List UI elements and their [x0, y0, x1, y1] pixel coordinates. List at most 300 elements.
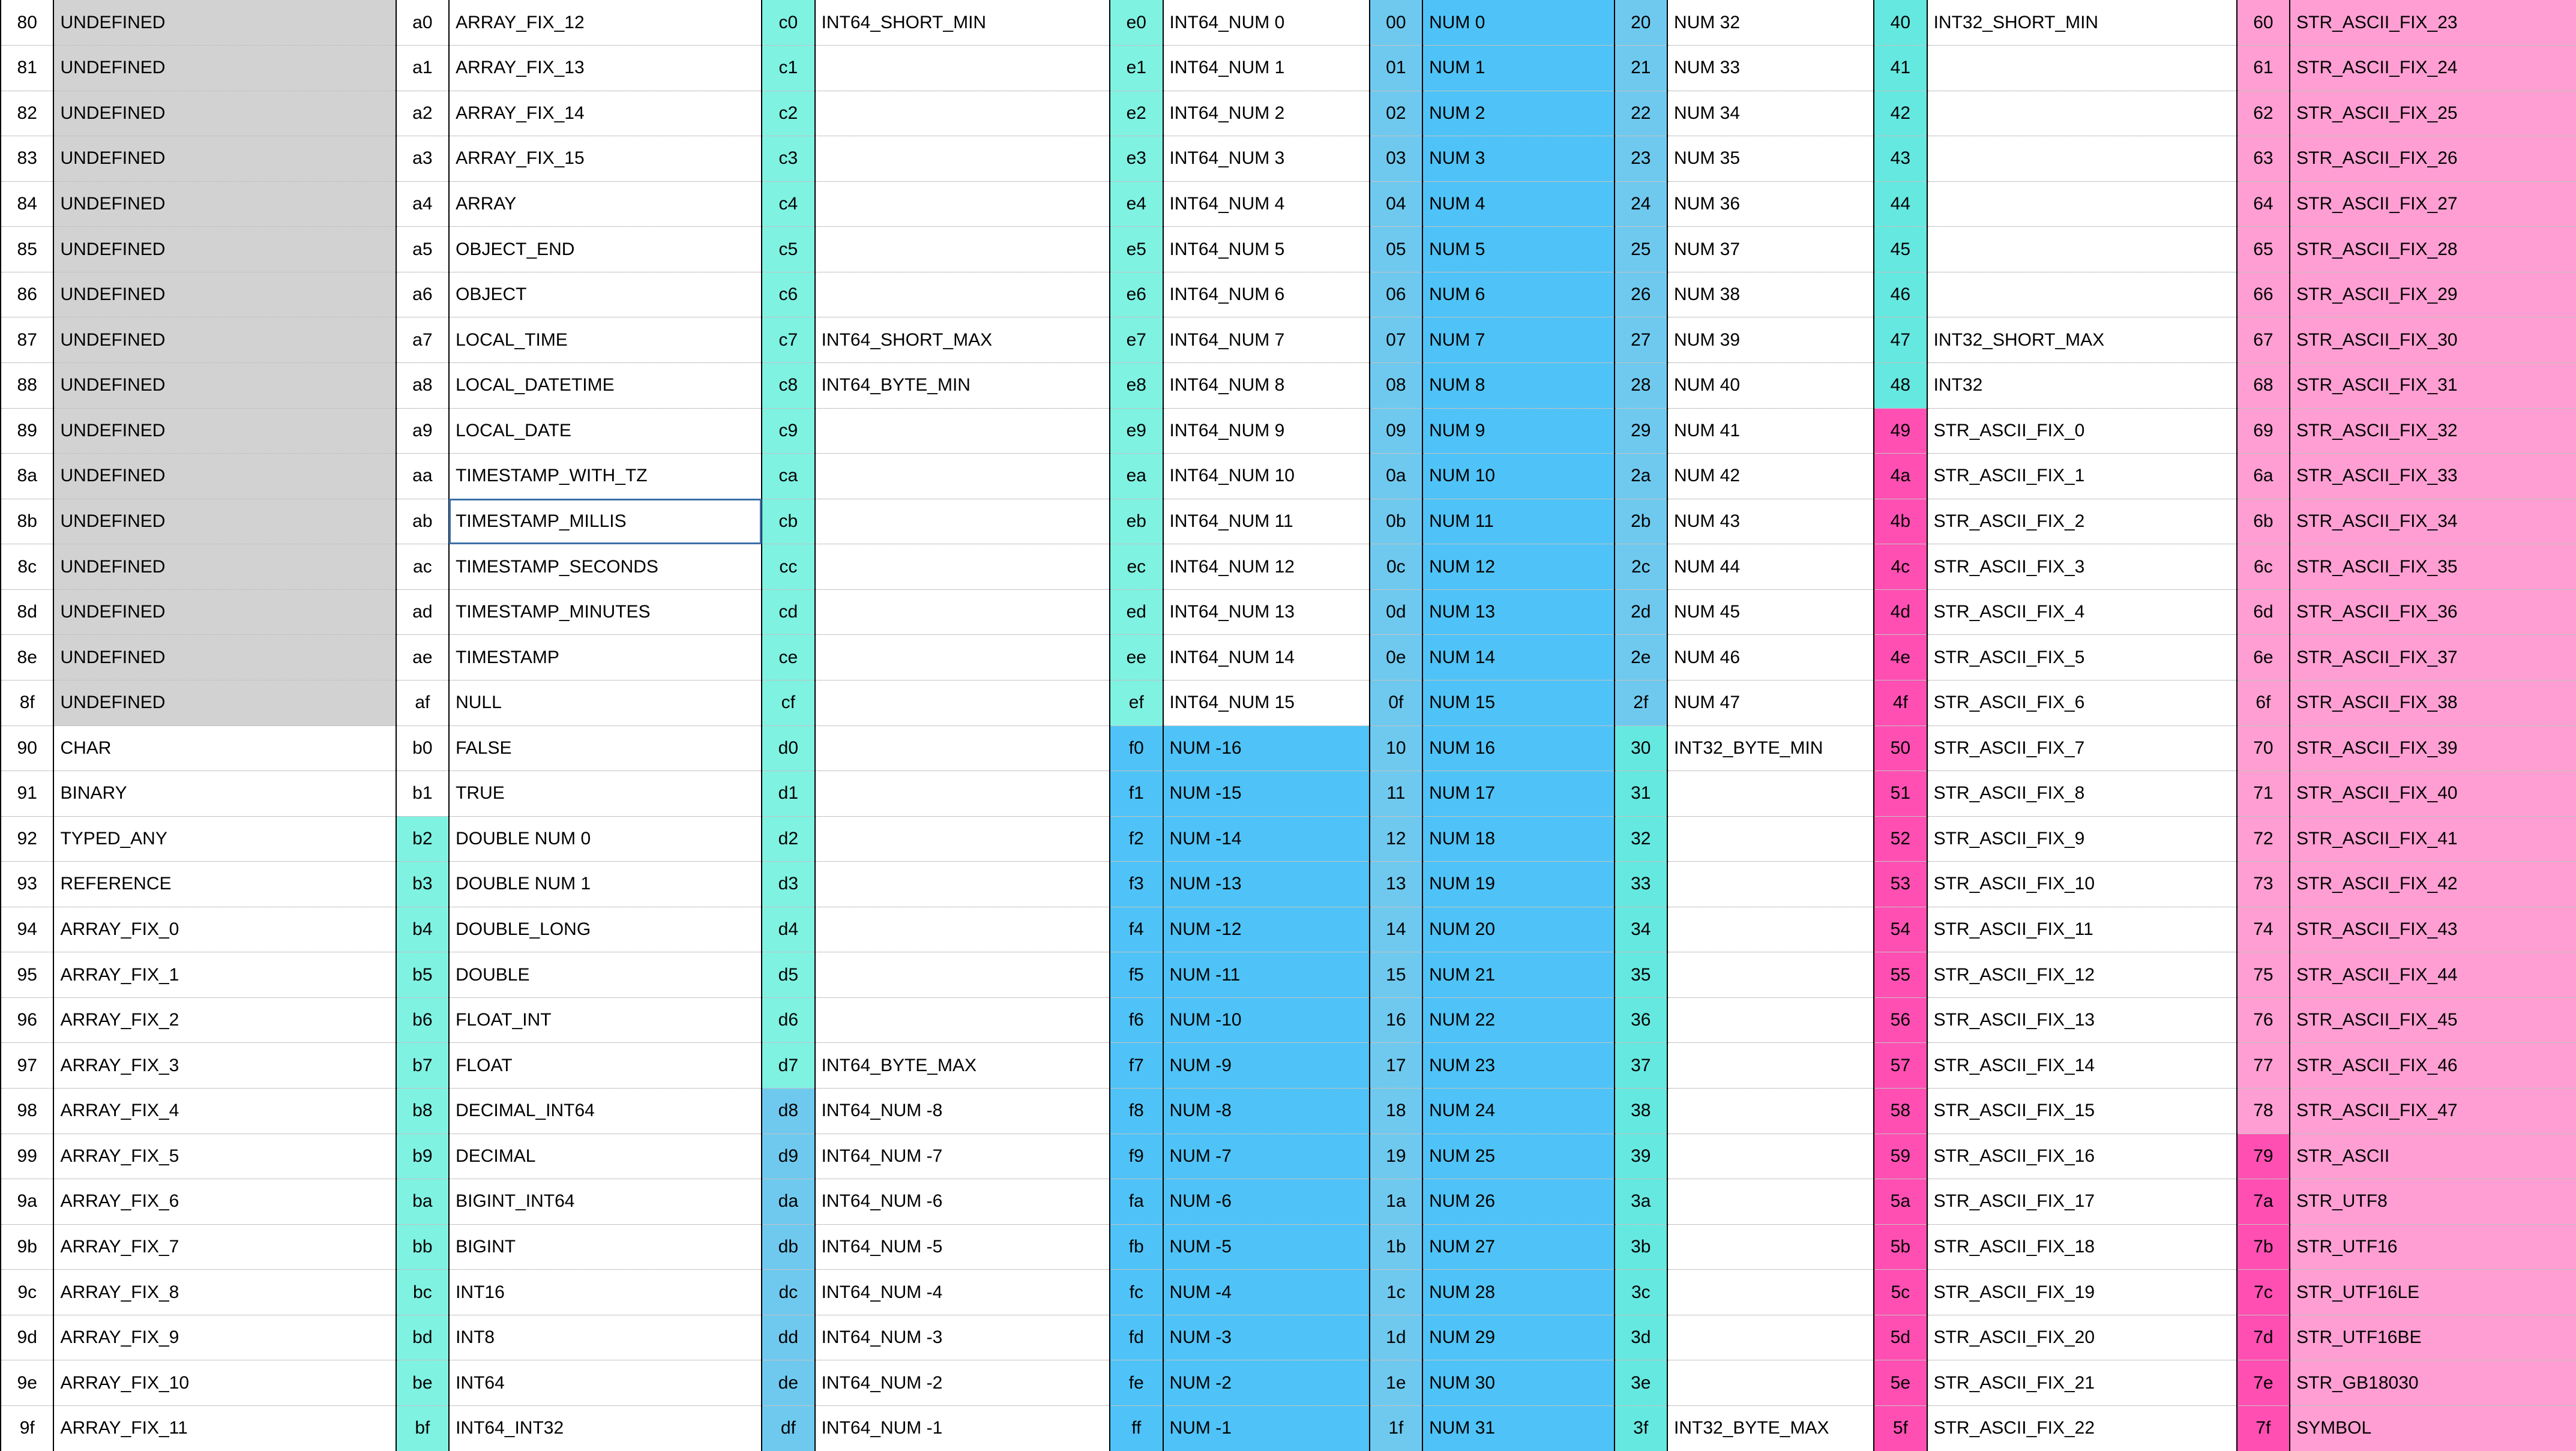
type-code-cell[interactable]: 27 [1615, 317, 1667, 363]
type-name-cell[interactable]: NUM 45 [1667, 589, 1874, 635]
type-code-cell[interactable]: bb [396, 1224, 449, 1270]
type-code-cell[interactable]: af [396, 680, 449, 725]
type-code-cell[interactable]: e2 [1110, 91, 1163, 136]
type-name-cell[interactable]: CHAR [53, 725, 396, 771]
type-code-cell[interactable]: 44 [1874, 181, 1927, 227]
type-code-cell[interactable]: b6 [396, 997, 449, 1043]
type-code-cell[interactable]: e0 [1110, 0, 1163, 46]
type-name-cell[interactable]: LOCAL_DATE [449, 408, 762, 454]
type-name-cell[interactable]: SYMBOL [2290, 1405, 2576, 1451]
type-code-cell[interactable]: ad [396, 589, 449, 635]
type-name-cell[interactable] [1667, 952, 1874, 998]
type-name-cell[interactable]: NUM 32 [1667, 0, 1874, 46]
type-name-cell[interactable]: STR_ASCII_FIX_16 [1927, 1134, 2237, 1179]
type-code-cell[interactable]: 4b [1874, 499, 1927, 544]
type-name-cell[interactable]: INT32_SHORT_MAX [1927, 317, 2237, 363]
type-name-cell[interactable]: UNDEFINED [53, 635, 396, 680]
type-name-cell[interactable]: ARRAY_FIX_0 [53, 907, 396, 952]
type-name-cell[interactable]: STR_ASCII_FIX_17 [1927, 1179, 2237, 1225]
type-code-cell[interactable]: a6 [396, 272, 449, 317]
type-name-cell[interactable]: UNDEFINED [53, 499, 396, 544]
type-name-cell[interactable]: STR_ASCII_FIX_44 [2290, 952, 2576, 998]
type-code-cell[interactable]: 86 [1, 272, 53, 317]
type-code-cell[interactable]: f2 [1110, 816, 1163, 862]
type-name-cell[interactable]: NUM -13 [1163, 862, 1370, 907]
type-code-cell[interactable]: 8d [1, 589, 53, 635]
type-name-cell[interactable]: NUM 10 [1422, 454, 1614, 499]
type-name-cell[interactable]: STR_UTF16BE [2290, 1315, 2576, 1360]
type-code-cell[interactable]: 48 [1874, 363, 1927, 409]
type-code-cell[interactable]: cb [762, 499, 814, 544]
type-code-cell[interactable]: 40 [1874, 0, 1927, 46]
type-code-cell[interactable]: fb [1110, 1224, 1163, 1270]
type-code-cell[interactable]: 84 [1, 181, 53, 227]
type-name-cell[interactable] [1667, 1315, 1874, 1360]
type-code-cell[interactable]: c3 [762, 136, 814, 182]
type-name-cell[interactable]: INT64_NUM -3 [815, 1315, 1110, 1360]
type-name-cell[interactable]: INT64_BYTE_MIN [815, 363, 1110, 409]
type-code-cell[interactable]: 45 [1874, 227, 1927, 272]
type-code-cell[interactable]: d5 [762, 952, 814, 998]
type-name-cell[interactable]: NUM -2 [1163, 1360, 1370, 1406]
type-code-cell[interactable]: 32 [1615, 816, 1667, 862]
type-code-cell[interactable]: 03 [1370, 136, 1422, 182]
type-name-cell[interactable]: STR_ASCII_FIX_26 [2290, 136, 2576, 182]
type-name-cell[interactable]: STR_ASCII_FIX_41 [2290, 816, 2576, 862]
type-name-cell[interactable]: NUM 38 [1667, 272, 1874, 317]
type-name-cell[interactable]: NUM 6 [1422, 272, 1614, 317]
type-code-cell[interactable]: 35 [1615, 952, 1667, 998]
type-name-cell[interactable]: UNDEFINED [53, 454, 396, 499]
type-code-cell[interactable]: 00 [1370, 0, 1422, 46]
type-code-cell[interactable]: 8e [1, 635, 53, 680]
type-name-cell[interactable] [1667, 1360, 1874, 1406]
type-name-cell[interactable] [1927, 181, 2237, 227]
type-code-cell[interactable]: 9c [1, 1270, 53, 1315]
type-name-cell[interactable]: INT64_NUM 12 [1163, 544, 1370, 590]
type-name-cell[interactable]: STR_ASCII_FIX_31 [2290, 363, 2576, 409]
type-name-cell[interactable]: TRUE [449, 771, 762, 817]
type-name-cell[interactable]: STR_ASCII_FIX_3 [1927, 544, 2237, 590]
type-name-cell[interactable]: NUM 31 [1422, 1405, 1614, 1451]
type-code-cell[interactable]: ca [762, 454, 814, 499]
type-code-cell[interactable]: 28 [1615, 363, 1667, 409]
type-name-cell[interactable] [1667, 816, 1874, 862]
type-code-cell[interactable]: 1c [1370, 1270, 1422, 1315]
type-name-cell[interactable]: INT64_BYTE_MAX [815, 1043, 1110, 1089]
type-code-cell[interactable]: 70 [2237, 725, 2290, 771]
type-code-cell[interactable]: 20 [1615, 0, 1667, 46]
type-name-cell[interactable]: INT32_BYTE_MAX [1667, 1405, 1874, 1451]
type-name-cell[interactable]: UNDEFINED [53, 317, 396, 363]
type-name-cell[interactable]: INT64_NUM 3 [1163, 136, 1370, 182]
type-name-cell[interactable]: INT64_SHORT_MAX [815, 317, 1110, 363]
type-name-cell[interactable] [1667, 1043, 1874, 1089]
type-name-cell[interactable] [1667, 862, 1874, 907]
type-code-cell[interactable]: 8c [1, 544, 53, 590]
type-code-cell[interactable]: 74 [2237, 907, 2290, 952]
type-code-cell[interactable]: 75 [2237, 952, 2290, 998]
type-code-cell[interactable]: 79 [2237, 1134, 2290, 1179]
type-name-cell[interactable]: STR_ASCII_FIX_4 [1927, 589, 2237, 635]
type-code-cell[interactable]: 7b [2237, 1224, 2290, 1270]
type-name-cell[interactable]: INT64_NUM -1 [815, 1405, 1110, 1451]
type-code-cell[interactable]: 2b [1615, 499, 1667, 544]
type-name-cell[interactable]: NUM 7 [1422, 317, 1614, 363]
type-name-cell[interactable]: ARRAY_FIX_7 [53, 1224, 396, 1270]
type-name-cell[interactable]: STR_ASCII_FIX_30 [2290, 317, 2576, 363]
type-name-cell[interactable]: TYPED_ANY [53, 816, 396, 862]
type-code-cell[interactable]: 56 [1874, 997, 1927, 1043]
type-code-cell[interactable]: 89 [1, 408, 53, 454]
type-name-cell[interactable]: STR_ASCII_FIX_28 [2290, 227, 2576, 272]
type-code-cell[interactable]: 9a [1, 1179, 53, 1225]
type-name-cell[interactable] [815, 635, 1110, 680]
type-name-cell[interactable]: NUM -8 [1163, 1089, 1370, 1134]
type-name-cell[interactable]: UNDEFINED [53, 680, 396, 725]
type-code-cell[interactable]: ef [1110, 680, 1163, 725]
type-name-cell[interactable]: NUM 34 [1667, 91, 1874, 136]
type-name-cell[interactable]: BIGINT [449, 1224, 762, 1270]
type-code-cell[interactable]: 23 [1615, 136, 1667, 182]
type-name-cell[interactable]: NUM 33 [1667, 46, 1874, 91]
type-code-cell[interactable]: 60 [2237, 0, 2290, 46]
type-name-cell[interactable]: STR_ASCII_FIX_22 [1927, 1405, 2237, 1451]
type-name-cell[interactable]: DECIMAL [449, 1134, 762, 1179]
type-code-cell[interactable]: 7d [2237, 1315, 2290, 1360]
type-name-cell[interactable]: INT64_NUM 7 [1163, 317, 1370, 363]
type-code-cell[interactable]: 4a [1874, 454, 1927, 499]
type-name-cell[interactable]: ARRAY_FIX_15 [449, 136, 762, 182]
type-name-cell[interactable]: INT32_SHORT_MIN [1927, 0, 2237, 46]
type-code-cell[interactable]: 6e [2237, 635, 2290, 680]
type-code-cell[interactable]: 2a [1615, 454, 1667, 499]
type-code-cell[interactable]: ec [1110, 544, 1163, 590]
type-code-cell[interactable]: 9d [1, 1315, 53, 1360]
type-name-cell[interactable] [815, 544, 1110, 590]
type-name-cell[interactable]: NUM 25 [1422, 1134, 1614, 1179]
type-name-cell[interactable] [815, 181, 1110, 227]
type-code-cell[interactable]: b9 [396, 1134, 449, 1179]
type-code-cell[interactable]: a0 [396, 0, 449, 46]
type-name-cell[interactable]: NUM 35 [1667, 136, 1874, 182]
type-code-cell[interactable]: 08 [1370, 363, 1422, 409]
type-name-cell[interactable]: NUM 22 [1422, 997, 1614, 1043]
type-code-cell[interactable]: ed [1110, 589, 1163, 635]
type-name-cell[interactable]: NUM 42 [1667, 454, 1874, 499]
type-name-cell[interactable]: UNDEFINED [53, 272, 396, 317]
type-code-cell[interactable]: 1a [1370, 1179, 1422, 1225]
type-code-cell[interactable]: 7c [2237, 1270, 2290, 1315]
type-name-cell[interactable]: STR_ASCII_FIX_46 [2290, 1043, 2576, 1089]
type-name-cell[interactable] [1667, 997, 1874, 1043]
type-code-cell[interactable]: 47 [1874, 317, 1927, 363]
type-name-cell[interactable]: STR_ASCII_FIX_38 [2290, 680, 2576, 725]
type-name-cell[interactable]: NUM -11 [1163, 952, 1370, 998]
type-name-cell[interactable]: NUM 46 [1667, 635, 1874, 680]
type-name-cell[interactable]: STR_ASCII_FIX_23 [2290, 0, 2576, 46]
type-name-cell[interactable]: STR_ASCII_FIX_0 [1927, 408, 2237, 454]
type-code-cell[interactable]: 01 [1370, 46, 1422, 91]
type-code-cell[interactable]: ea [1110, 454, 1163, 499]
type-name-cell[interactable]: UNDEFINED [53, 363, 396, 409]
type-code-cell[interactable]: 19 [1370, 1134, 1422, 1179]
type-name-cell[interactable]: INT64_NUM -6 [815, 1179, 1110, 1225]
type-code-cell[interactable]: 80 [1, 0, 53, 46]
type-code-cell[interactable]: bd [396, 1315, 449, 1360]
type-code-cell[interactable]: 2c [1615, 544, 1667, 590]
type-name-cell[interactable]: LOCAL_TIME [449, 317, 762, 363]
type-name-cell[interactable]: FALSE [449, 725, 762, 771]
type-name-cell[interactable] [815, 136, 1110, 182]
type-code-cell[interactable]: 65 [2237, 227, 2290, 272]
type-name-cell[interactable]: FLOAT [449, 1043, 762, 1089]
type-name-cell[interactable]: DECIMAL_INT64 [449, 1089, 762, 1134]
type-name-cell[interactable]: NUM 0 [1422, 0, 1614, 46]
type-code-cell[interactable]: 3f [1615, 1405, 1667, 1451]
type-code-cell[interactable]: 31 [1615, 771, 1667, 817]
type-code-cell[interactable]: 42 [1874, 91, 1927, 136]
type-name-cell[interactable]: STR_ASCII_FIX_29 [2290, 272, 2576, 317]
type-code-cell[interactable]: b1 [396, 771, 449, 817]
type-code-cell[interactable]: be [396, 1360, 449, 1406]
type-name-cell[interactable]: INT64_NUM 15 [1163, 680, 1370, 725]
type-code-cell[interactable]: 05 [1370, 227, 1422, 272]
type-name-cell[interactable] [815, 91, 1110, 136]
type-code-cell[interactable]: 4f [1874, 680, 1927, 725]
type-code-cell[interactable]: 12 [1370, 816, 1422, 862]
type-name-cell[interactable] [1667, 771, 1874, 817]
type-name-cell[interactable]: NUM 14 [1422, 635, 1614, 680]
type-name-cell[interactable]: BINARY [53, 771, 396, 817]
type-name-cell[interactable]: ARRAY [449, 181, 762, 227]
type-code-cell[interactable]: 4c [1874, 544, 1927, 590]
type-code-cell[interactable]: 55 [1874, 952, 1927, 998]
type-code-cell[interactable]: 0e [1370, 635, 1422, 680]
type-code-cell[interactable]: 6d [2237, 589, 2290, 635]
type-name-cell[interactable]: INT32 [1927, 363, 2237, 409]
type-code-cell[interactable]: 2e [1615, 635, 1667, 680]
type-name-cell[interactable] [815, 499, 1110, 544]
type-code-cell[interactable]: 0c [1370, 544, 1422, 590]
type-code-cell[interactable]: a4 [396, 181, 449, 227]
type-code-cell[interactable]: 5c [1874, 1270, 1927, 1315]
type-name-cell[interactable]: STR_GB18030 [2290, 1360, 2576, 1406]
type-name-cell[interactable] [815, 952, 1110, 998]
type-name-cell[interactable]: REFERENCE [53, 862, 396, 907]
type-name-cell[interactable]: NUM 3 [1422, 136, 1614, 182]
type-name-cell[interactable]: NUM 8 [1422, 363, 1614, 409]
type-name-cell[interactable]: BIGINT_INT64 [449, 1179, 762, 1225]
type-name-cell[interactable]: NUM -7 [1163, 1134, 1370, 1179]
type-name-cell[interactable]: UNDEFINED [53, 91, 396, 136]
type-code-cell[interactable]: 36 [1615, 997, 1667, 1043]
type-name-cell[interactable]: ARRAY_FIX_13 [449, 46, 762, 91]
type-code-cell[interactable]: 13 [1370, 862, 1422, 907]
type-name-cell[interactable]: INT64_NUM 2 [1163, 91, 1370, 136]
type-name-cell[interactable] [1667, 1224, 1874, 1270]
type-code-cell[interactable]: 7a [2237, 1179, 2290, 1225]
type-name-cell[interactable]: NUM 2 [1422, 91, 1614, 136]
type-code-cell[interactable]: 5a [1874, 1179, 1927, 1225]
type-name-cell[interactable]: NUM -3 [1163, 1315, 1370, 1360]
type-code-cell[interactable]: 61 [2237, 46, 2290, 91]
type-name-cell[interactable]: NUM 29 [1422, 1315, 1614, 1360]
type-code-cell[interactable]: 77 [2237, 1043, 2290, 1089]
type-name-cell[interactable]: INT64_NUM 5 [1163, 227, 1370, 272]
type-code-cell[interactable]: 3b [1615, 1224, 1667, 1270]
type-code-cell[interactable]: 43 [1874, 136, 1927, 182]
type-code-cell[interactable]: fd [1110, 1315, 1163, 1360]
type-code-cell[interactable]: 39 [1615, 1134, 1667, 1179]
type-name-cell[interactable]: UNDEFINED [53, 136, 396, 182]
type-name-cell[interactable]: NUM 5 [1422, 227, 1614, 272]
type-code-cell[interactable]: c8 [762, 363, 814, 409]
type-name-cell[interactable]: NUM 1 [1422, 46, 1614, 91]
type-code-cell[interactable]: d0 [762, 725, 814, 771]
type-code-cell[interactable]: 0a [1370, 454, 1422, 499]
type-code-cell[interactable]: fe [1110, 1360, 1163, 1406]
type-code-cell[interactable]: 76 [2237, 997, 2290, 1043]
type-code-cell[interactable]: 73 [2237, 862, 2290, 907]
type-code-cell[interactable]: e5 [1110, 227, 1163, 272]
type-code-cell[interactable]: 5e [1874, 1360, 1927, 1406]
type-name-cell[interactable] [1667, 1270, 1874, 1315]
type-code-cell[interactable]: d1 [762, 771, 814, 817]
type-code-cell[interactable]: f9 [1110, 1134, 1163, 1179]
type-code-cell[interactable]: 67 [2237, 317, 2290, 363]
type-name-cell[interactable]: ARRAY_FIX_1 [53, 952, 396, 998]
type-name-cell[interactable]: UNDEFINED [53, 46, 396, 91]
type-code-cell[interactable]: c9 [762, 408, 814, 454]
type-code-cell[interactable]: f0 [1110, 725, 1163, 771]
type-code-cell[interactable]: e1 [1110, 46, 1163, 91]
type-name-cell[interactable]: STR_ASCII_FIX_37 [2290, 635, 2576, 680]
type-name-cell[interactable]: NUM 24 [1422, 1089, 1614, 1134]
type-name-cell[interactable]: STR_ASCII_FIX_47 [2290, 1089, 2576, 1134]
type-name-cell[interactable]: STR_ASCII_FIX_32 [2290, 408, 2576, 454]
type-name-cell[interactable]: STR_ASCII_FIX_11 [1927, 907, 2237, 952]
type-name-cell[interactable]: STR_ASCII_FIX_18 [1927, 1224, 2237, 1270]
type-name-cell[interactable]: FLOAT_INT [449, 997, 762, 1043]
type-name-cell[interactable]: UNDEFINED [53, 408, 396, 454]
type-name-cell[interactable]: OBJECT_END [449, 227, 762, 272]
type-name-cell[interactable]: INT64_NUM 4 [1163, 181, 1370, 227]
type-name-cell[interactable]: STR_ASCII_FIX_42 [2290, 862, 2576, 907]
type-name-cell[interactable]: STR_ASCII_FIX_20 [1927, 1315, 2237, 1360]
type-name-cell[interactable]: NUM 11 [1422, 499, 1614, 544]
type-code-cell[interactable]: 53 [1874, 862, 1927, 907]
type-name-cell[interactable]: STR_ASCII_FIX_6 [1927, 680, 2237, 725]
type-code-cell[interactable]: a9 [396, 408, 449, 454]
type-code-cell[interactable]: 9e [1, 1360, 53, 1406]
type-name-cell[interactable]: ARRAY_FIX_14 [449, 91, 762, 136]
type-name-cell[interactable]: INT64_NUM 1 [1163, 46, 1370, 91]
type-code-cell[interactable]: 52 [1874, 816, 1927, 862]
type-code-cell[interactable]: 99 [1, 1134, 53, 1179]
type-name-cell[interactable]: NUM 44 [1667, 544, 1874, 590]
type-code-cell[interactable]: 7f [2237, 1405, 2290, 1451]
type-name-cell[interactable]: STR_UTF8 [2290, 1179, 2576, 1225]
type-name-cell[interactable]: STR_ASCII_FIX_39 [2290, 725, 2576, 771]
type-name-cell[interactable] [815, 862, 1110, 907]
type-code-cell[interactable]: aa [396, 454, 449, 499]
type-code-cell[interactable]: b5 [396, 952, 449, 998]
type-name-cell[interactable] [815, 680, 1110, 725]
type-code-cell[interactable]: 3d [1615, 1315, 1667, 1360]
type-name-cell[interactable]: DOUBLE NUM 1 [449, 862, 762, 907]
type-code-cell[interactable]: 90 [1, 725, 53, 771]
type-name-cell[interactable]: NUM 13 [1422, 589, 1614, 635]
type-name-cell[interactable]: NUM 17 [1422, 771, 1614, 817]
type-code-cell[interactable]: 04 [1370, 181, 1422, 227]
type-name-cell[interactable]: INT64 [449, 1360, 762, 1406]
type-code-cell[interactable]: a1 [396, 46, 449, 91]
type-code-cell[interactable]: 14 [1370, 907, 1422, 952]
type-name-cell[interactable]: LOCAL_DATETIME [449, 363, 762, 409]
type-code-cell[interactable]: ac [396, 544, 449, 590]
type-code-cell[interactable]: db [762, 1224, 814, 1270]
type-code-cell[interactable]: 64 [2237, 181, 2290, 227]
type-code-cell[interactable]: 30 [1615, 725, 1667, 771]
type-name-cell[interactable]: NUM -12 [1163, 907, 1370, 952]
type-code-cell[interactable]: bc [396, 1270, 449, 1315]
type-name-cell[interactable]: NUM 27 [1422, 1224, 1614, 1270]
type-code-cell[interactable]: 09 [1370, 408, 1422, 454]
type-name-cell[interactable]: INT64_NUM -5 [815, 1224, 1110, 1270]
type-code-cell[interactable]: 54 [1874, 907, 1927, 952]
type-code-cell[interactable]: 02 [1370, 91, 1422, 136]
type-name-cell[interactable]: TIMESTAMP_MILLIS [449, 499, 762, 544]
type-code-cell[interactable]: 2d [1615, 589, 1667, 635]
type-code-cell[interactable]: 37 [1615, 1043, 1667, 1089]
type-code-cell[interactable]: 3a [1615, 1179, 1667, 1225]
type-name-cell[interactable]: STR_UTF16 [2290, 1224, 2576, 1270]
type-code-cell[interactable]: d2 [762, 816, 814, 862]
type-code-cell[interactable]: b4 [396, 907, 449, 952]
type-name-cell[interactable]: TIMESTAMP_WITH_TZ [449, 454, 762, 499]
type-code-cell[interactable]: 1b [1370, 1224, 1422, 1270]
type-name-cell[interactable]: STR_ASCII_FIX_13 [1927, 997, 2237, 1043]
type-code-cell[interactable]: f4 [1110, 907, 1163, 952]
type-name-cell[interactable] [815, 907, 1110, 952]
type-code-cell[interactable]: ab [396, 499, 449, 544]
type-code-cell[interactable]: df [762, 1405, 814, 1451]
type-name-cell[interactable]: NUM 39 [1667, 317, 1874, 363]
type-name-cell[interactable]: NUM 21 [1422, 952, 1614, 998]
type-code-cell[interactable]: 69 [2237, 408, 2290, 454]
type-name-cell[interactable]: INT64_NUM 0 [1163, 0, 1370, 46]
type-name-cell[interactable]: INT32_BYTE_MIN [1667, 725, 1874, 771]
type-name-cell[interactable]: UNDEFINED [53, 181, 396, 227]
type-name-cell[interactable]: INT64_NUM 6 [1163, 272, 1370, 317]
type-code-cell[interactable]: 11 [1370, 771, 1422, 817]
type-code-cell[interactable]: 62 [2237, 91, 2290, 136]
type-code-cell[interactable]: 94 [1, 907, 53, 952]
type-code-cell[interactable]: 22 [1615, 91, 1667, 136]
type-name-cell[interactable]: NUM 28 [1422, 1270, 1614, 1315]
type-code-cell[interactable]: 50 [1874, 725, 1927, 771]
type-name-cell[interactable] [815, 408, 1110, 454]
type-name-cell[interactable] [815, 227, 1110, 272]
type-code-cell[interactable]: 24 [1615, 181, 1667, 227]
type-code-cell[interactable]: 49 [1874, 408, 1927, 454]
type-code-cell[interactable]: 4e [1874, 635, 1927, 680]
type-code-cell[interactable]: 63 [2237, 136, 2290, 182]
type-code-cell[interactable]: 59 [1874, 1134, 1927, 1179]
type-code-cell[interactable]: 71 [2237, 771, 2290, 817]
type-name-cell[interactable]: TIMESTAMP_MINUTES [449, 589, 762, 635]
